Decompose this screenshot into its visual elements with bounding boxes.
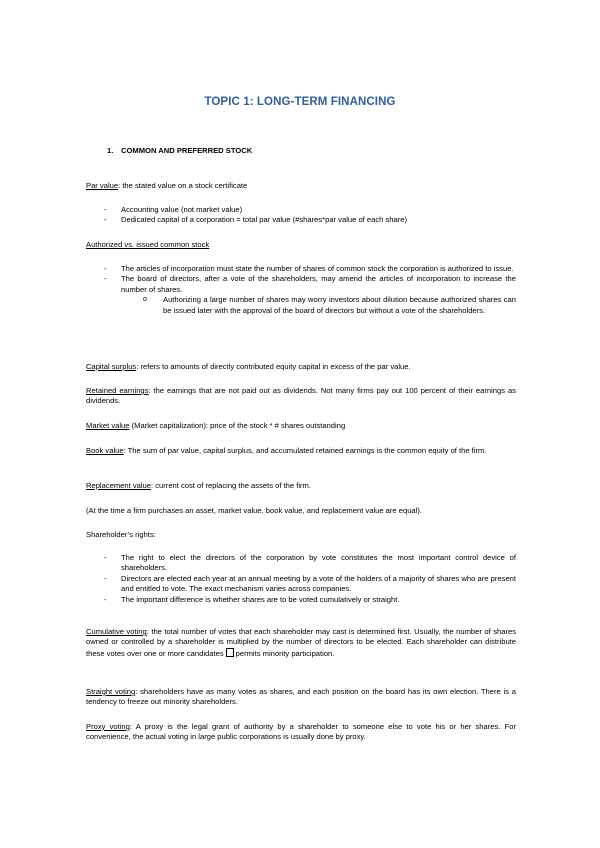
straight-voting-term: Straight voting — [86, 687, 136, 696]
par-value-definition — [86, 181, 516, 191]
par-value-text: : the stated value on a stock certificate — [118, 181, 248, 190]
page-title: TOPIC 1: LONG-TERM FINANCING — [204, 96, 396, 108]
market-value-definition — [86, 421, 516, 431]
list-item — [86, 274, 516, 316]
proxy-voting-term: Proxy voting — [86, 722, 130, 731]
authorized-heading-text: Authorized vs. issued common stock — [86, 240, 210, 249]
section-number: 1. — [107, 146, 114, 155]
list-item: - Accounting value (not market value) — [86, 205, 516, 215]
straight-voting-definition — [86, 687, 516, 708]
straight-voting-text: : shareholders have as many votes as shares, and each position on the board has its own election. There is a tendency to freeze out minority shareholders. — [86, 687, 517, 707]
rights-heading: Shareholder’s rights: — [86, 530, 156, 539]
list-item: - The important difference is whether shares are to be voted cumulatively or straight. — [86, 595, 516, 605]
replacement-value-term: Replacement value — [86, 481, 152, 490]
replacement-value-definition — [86, 481, 516, 491]
values-note: (At the time a firm purchases an asset, market value, book value, and replacement value are equal). — [86, 506, 422, 515]
list-item: - Directors are elected each year at an annual meeting by a vote of the holders of a majority of shares who are present and entitled to vote. The exact mechanism varies across companies. — [86, 574, 516, 595]
market-value-text: (Market capitalization): price of the stock * # shares outstanding — [129, 421, 346, 430]
cumulative-voting-definition — [86, 627, 516, 659]
sub-list-item: o Authorizing a large number of shares may worry investors about dilution because authorized shares can be issued later with the approval of the board of directors but without a vote of the shareholders. — [121, 295, 516, 316]
authorized-list — [86, 264, 516, 316]
cumulative-voting-term: Cumulative voting — [86, 627, 147, 636]
retained-earnings-text: : the earnings that are not paid out as dividends. Not many firms pay out 100 percent of their earnings as dividends. — [86, 386, 516, 406]
arrow-icon — [226, 648, 234, 657]
cumulative-voting-tail: permits minority participation. — [235, 648, 335, 658]
retained-earnings-definition — [86, 386, 516, 407]
par-value-term: Par value — [86, 181, 119, 190]
list-item: - The right to elect the directors of the corporation by vote constitutes the most important control device of shareholders. — [86, 553, 516, 574]
list-item: - The articles of incorporation must state the number of shares of common stock the corporation is authorized to issue. — [86, 264, 516, 274]
book-value-text: : The sum of par value, capital surplus, and accumulated retained earnings is the common equity of the firm. — [123, 446, 487, 455]
list-item-text: The board of directors, after a vote of the shareholders, may amend the articles of incorporation to increase the number of shares. — [121, 274, 516, 294]
section-heading — [107, 146, 252, 156]
authorized-sub-list — [121, 295, 516, 316]
book-value-definition — [86, 446, 516, 456]
book-value-term: Book value — [86, 446, 124, 455]
proxy-voting-definition — [86, 722, 516, 743]
capital-surplus-term: Capital surplus — [86, 362, 137, 371]
capital-surplus-definition — [86, 362, 516, 372]
cumulative-voting-text: : the total number of votes that each shareholder may cast is determined first. Usually, the number of shares owned or controlled by a shareholder is multiplied by the number of directors to be elected. Each shareholder can distribute these votes over one or more candidates — [86, 627, 517, 658]
section-label: COMMON AND PREFERRED STOCK — [121, 146, 253, 155]
replacement-value-text: : current cost of replacing the assets of the firm. — [151, 481, 311, 490]
proxy-voting-text: : A proxy is the legal grant of authority by a shareholder to someone else to vote his or her shares. For convenience, the actual voting in large public corporations is usually done by proxy. — [86, 722, 516, 742]
retained-earnings-term: Retained earnings — [86, 386, 149, 395]
market-value-term: Market value — [86, 421, 130, 430]
list-item: - Dedicated capital of a corporation = total par value (#shares*par value of each share) — [86, 215, 516, 225]
par-value-list — [86, 205, 516, 226]
authorized-heading — [86, 240, 516, 250]
capital-surplus-text: : refers to amounts of directly contributed equity capital in excess of the par value. — [136, 362, 411, 371]
rights-list — [86, 553, 516, 605]
